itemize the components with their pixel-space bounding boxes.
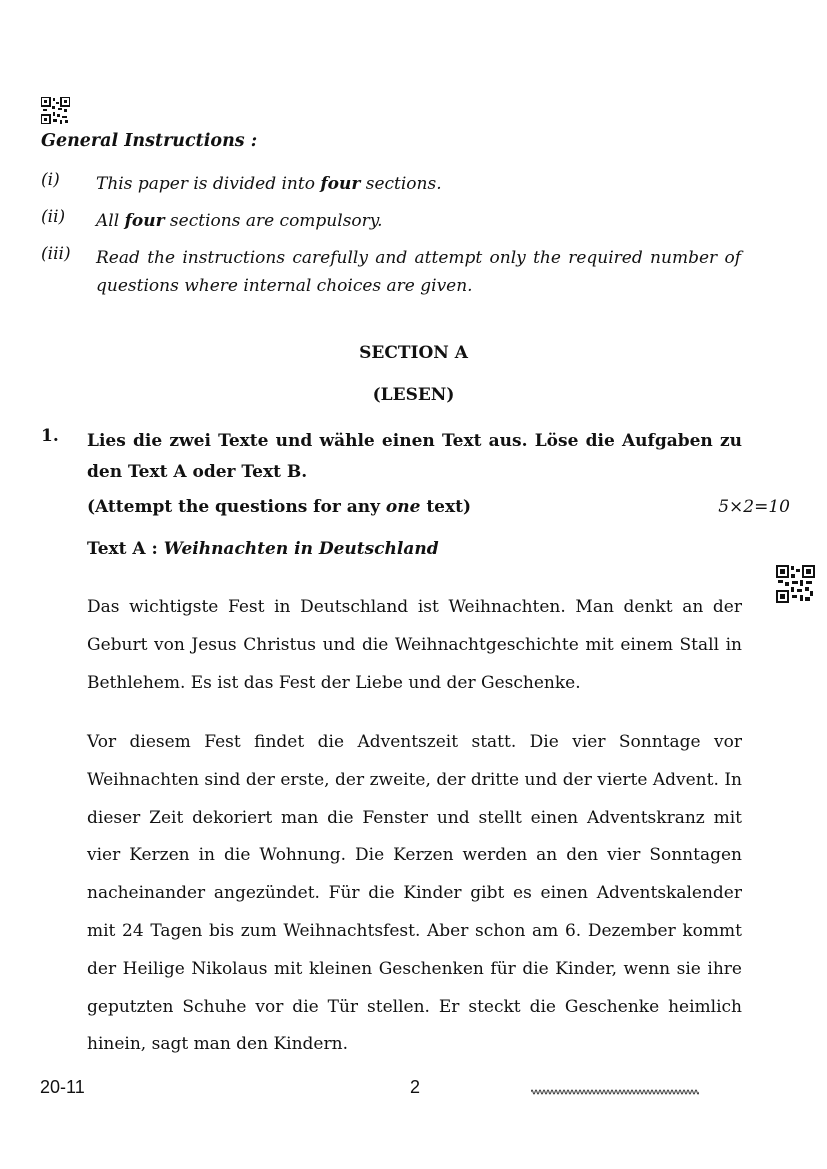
text-heading: Text A : Weihnachten in Deutschland <box>87 539 439 559</box>
instruction-text: All four sections are compulsory. <box>96 211 383 231</box>
paper-code: 20-11 <box>40 1077 85 1097</box>
instruction-number: (i) <box>41 170 60 190</box>
general-instructions-title: General Instructions : <box>41 131 258 151</box>
page-number: 2 <box>409 1077 420 1097</box>
question-text: Lies die zwei Texte und wähle einen Text aus. Löse die Aufgaben zu den Text A oder Text B. <box>87 431 742 482</box>
reading-paragraph: Vor diesem Fest findet die Adventszeit statt. Die vier Sonntage vor Weihnachten sind der erste, der zweite, der dritte und der vierte Advent. In dieser Zeit dekoriert man die Fenster und stellt einen Adventskranz mit vier Kerzen in die Wohnung. Die Kerzen werden an den vier Sonntagen nacheinander angezündet. Für die Kinder gibt es einen Adventskalender mit 24 Tagen bis zum Weihnachtsfest. Aber schon am 6. Dezember kommt der Heilige Nikolaus mit kleinen Geschenken für die Kinder, wenn sie ihre geputzten Schuhe vor die Tür stellen. Er steckt die Geschenke heimlich hinein, sagt man den Kindern. <box>87 732 742 1055</box>
marks-label: 5×2=10 <box>718 497 790 517</box>
attempt-instruction: (Attempt the questions for any one text) <box>87 497 472 517</box>
instruction-number: (iii) <box>41 244 71 264</box>
question-number: 1. <box>41 426 59 446</box>
instruction-number: (ii) <box>41 207 66 227</box>
section-subtitle: (LESEN) <box>372 385 455 405</box>
qr-code-icon <box>41 97 70 124</box>
section-title: SECTION A <box>359 343 468 363</box>
reading-paragraph: Das wichtigste Fest in Deutschland ist Weihnachten. Man denkt an der Geburt von Jesus Christus und die Weihnachtgeschichte mit einem Stall in Bethlehem. Es ist das Fest der Liebe und der Geschenke. <box>87 597 742 693</box>
instruction-text: Read the instructions carefully and attempt only the required number of questions where internal choices are given. <box>96 248 741 296</box>
instruction-text: This paper is divided into four sections. <box>96 174 442 194</box>
qr-code-icon <box>776 565 815 603</box>
wavy-line-icon <box>531 1082 699 1101</box>
